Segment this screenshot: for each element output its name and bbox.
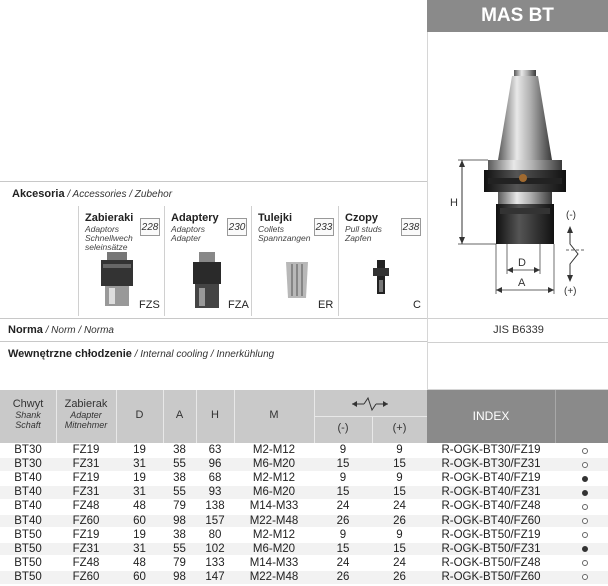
cell-minus: 15 [336, 542, 350, 555]
col-a-header: A [175, 409, 184, 421]
cell-adapter: FZ60 [72, 570, 100, 583]
table-row[interactable] [0, 557, 608, 570]
cell-shank: BT40 [14, 514, 42, 527]
cell-a: 55 [173, 542, 186, 555]
cell-shank: BT30 [14, 458, 42, 471]
cooling-yes-dot-icon [582, 490, 588, 496]
cell-a: 38 [173, 472, 186, 485]
cell-index: R-OGK-BT40/FZ31 [441, 486, 541, 499]
cell-h: 96 [208, 458, 222, 471]
page-ref-badge: 230 [227, 218, 247, 236]
page-ref-badge: 233 [314, 218, 334, 236]
cell-shank: BT40 [14, 486, 42, 499]
table-row[interactable] [0, 515, 608, 528]
cell-minus: 9 [339, 472, 347, 485]
col-h-header: H [211, 409, 219, 421]
er-collet-image [282, 258, 312, 302]
table-row[interactable] [0, 571, 608, 584]
cell-adapter: FZ31 [72, 486, 100, 499]
cell-a: 98 [173, 570, 186, 583]
cell-plus: 15 [393, 486, 406, 499]
accessory-tile-c[interactable]: Czopy Pull studs Zapfen 238 C [338, 206, 427, 316]
cell-shank: BT50 [14, 542, 42, 555]
cell-a: 79 [173, 556, 186, 569]
cell-minus: 26 [336, 514, 350, 527]
accessory-tile-fza[interactable]: Adaptery Adaptors Adapter 230 FZA [164, 206, 251, 316]
norm-label: Norma / Norm / Norma [8, 324, 114, 336]
cell-a: 55 [173, 486, 186, 499]
fzs-adaptor-image [97, 252, 137, 310]
table-row[interactable] [0, 472, 608, 485]
cooling-no-dot-icon [582, 532, 588, 538]
cell-h: 68 [208, 472, 222, 485]
col-cooling-header [555, 390, 608, 443]
dim-a-label: A [518, 277, 526, 289]
cell-h: 133 [205, 556, 225, 569]
fza-adaptor-image [189, 252, 225, 312]
cell-plus: 9 [396, 528, 403, 541]
cell-d: 48 [133, 556, 146, 569]
cell-index: R-OGK-BT50/FZ60 [441, 570, 541, 583]
cell-m: M6-M20 [252, 542, 296, 555]
cell-minus: 9 [339, 444, 347, 456]
cell-index: R-OGK-BT30/FZ19 [441, 444, 541, 456]
cell-plus: 24 [393, 556, 406, 569]
cell-plus: 26 [393, 570, 406, 583]
cell-shank: BT40 [14, 472, 42, 485]
cell-adapter: FZ48 [72, 500, 100, 513]
cell-plus: 26 [393, 514, 406, 527]
cell-m: M14-M33 [249, 556, 299, 569]
cell-h: 147 [205, 570, 225, 583]
table-row[interactable] [0, 458, 608, 471]
cell-adapter: FZ19 [72, 472, 100, 485]
cell-adapter: FZ48 [72, 556, 100, 569]
cell-a: 98 [173, 514, 186, 527]
cell-a: 38 [173, 444, 186, 456]
cell-a: 79 [173, 500, 186, 513]
cell-index: R-OGK-BT50/FZ19 [441, 528, 541, 541]
accessories-heading: Akcesoria / Accessories / Zubehor [12, 188, 173, 200]
cooling-no-dot-icon [582, 560, 588, 566]
cell-plus: 15 [393, 458, 406, 471]
col-minus-header: (-) [337, 422, 349, 434]
accessory-tile-er[interactable]: Tulejki Collets Spannzangen 233 ER [251, 206, 338, 316]
cell-h: 93 [208, 486, 222, 499]
cell-adapter: FZ19 [72, 444, 100, 456]
cell-m: M22-M48 [249, 514, 299, 527]
cell-h: 102 [205, 542, 225, 555]
pull-stud-image [371, 260, 391, 300]
cooling-no-dot-icon [582, 448, 588, 454]
col-adapter-header: Zabierak Adapter Mitnehmer [64, 398, 108, 430]
col-m-header: M [269, 409, 279, 421]
cell-d: 19 [133, 528, 146, 541]
cell-a: 55 [173, 458, 186, 471]
cell-d: 19 [133, 444, 146, 456]
dim-minus-label: (-) [566, 210, 576, 221]
cell-shank: BT40 [14, 500, 42, 513]
norm-value: JIS B6339 [493, 324, 544, 336]
cell-plus: 24 [393, 500, 406, 513]
page-ref-badge: 238 [401, 218, 421, 236]
table-row[interactable] [0, 500, 608, 513]
cell-m: M22-M48 [249, 570, 299, 583]
col-d-header: D [135, 409, 144, 421]
cell-m: M14-M33 [249, 500, 299, 513]
cell-minus: 15 [336, 486, 350, 499]
dim-h-label: H [450, 197, 458, 209]
cell-h: 138 [205, 500, 225, 513]
cell-m: M2-M12 [252, 472, 296, 485]
cell-d: 48 [133, 500, 146, 513]
accessory-tile-fzs[interactable]: Zabieraki Adaptors Schnellwech seleinsätze 228 FZS [78, 206, 164, 316]
cell-h: 157 [205, 514, 225, 527]
cell-a: 38 [173, 528, 186, 541]
col-index-header: INDEX [427, 390, 555, 443]
table-row[interactable] [0, 543, 608, 556]
cell-d: 31 [133, 542, 146, 555]
cooling-no-dot-icon [582, 574, 588, 580]
cell-plus: 15 [393, 542, 406, 555]
cell-d: 60 [133, 514, 146, 527]
cell-index: R-OGK-BT40/FZ60 [441, 514, 541, 527]
cell-m: M2-M12 [252, 528, 296, 541]
cell-index: R-OGK-BT40/FZ48 [441, 500, 541, 513]
page-ref-badge: 228 [140, 218, 160, 236]
cell-plus: 9 [396, 444, 403, 456]
cell-index: R-OGK-BT50/FZ31 [441, 542, 541, 555]
tool-drawing-panel [427, 32, 608, 390]
table-row[interactable] [0, 444, 608, 457]
cell-plus: 9 [396, 472, 403, 485]
cell-index: R-OGK-BT30/FZ31 [441, 458, 541, 471]
cell-d: 19 [133, 472, 146, 485]
cell-shank: BT50 [14, 570, 42, 583]
cell-minus: 9 [339, 528, 347, 541]
product-title: MAS BT [427, 0, 608, 32]
col-shank-header: Chwyt Shank Schaft [12, 398, 44, 430]
dim-plus-label: (+) [564, 286, 577, 297]
compensation-icon [350, 394, 390, 414]
cell-shank: BT30 [14, 444, 42, 456]
cell-adapter: FZ31 [72, 458, 100, 471]
cooling-no-dot-icon [582, 504, 588, 510]
cell-minus: 26 [336, 570, 350, 583]
cell-adapter: FZ31 [72, 542, 100, 555]
col-plus-header: (+) [392, 422, 407, 434]
cooling-yes-dot-icon [582, 546, 588, 552]
cell-shank: BT50 [14, 556, 42, 569]
table-row[interactable] [0, 486, 608, 499]
cell-d: 31 [133, 486, 146, 499]
cell-h: 63 [208, 444, 222, 456]
cell-adapter: FZ19 [72, 528, 100, 541]
cell-minus: 15 [336, 458, 350, 471]
cell-m: M6-M20 [252, 458, 296, 471]
cell-d: 31 [133, 458, 146, 471]
cell-shank: BT50 [14, 528, 42, 541]
cell-h: 80 [208, 528, 222, 541]
cell-d: 60 [133, 570, 146, 583]
cell-adapter: FZ60 [72, 514, 100, 527]
cooling-label: Wewnętrzne chłodzenie / Internal cooling / Innerkühlung [8, 348, 275, 360]
cell-m: M6-M20 [252, 486, 296, 499]
cell-index: R-OGK-BT50/FZ48 [441, 556, 541, 569]
cooling-yes-dot-icon [582, 476, 588, 482]
cooling-no-dot-icon [582, 462, 588, 468]
tool-technical-drawing [428, 32, 608, 320]
cell-m: M2-M12 [252, 444, 296, 456]
cooling-no-dot-icon [582, 518, 588, 524]
cell-index: R-OGK-BT40/FZ19 [441, 472, 541, 485]
cell-minus: 24 [336, 500, 350, 513]
table-row[interactable] [0, 529, 608, 542]
cell-minus: 24 [336, 556, 350, 569]
dim-d-label: D [518, 257, 526, 269]
